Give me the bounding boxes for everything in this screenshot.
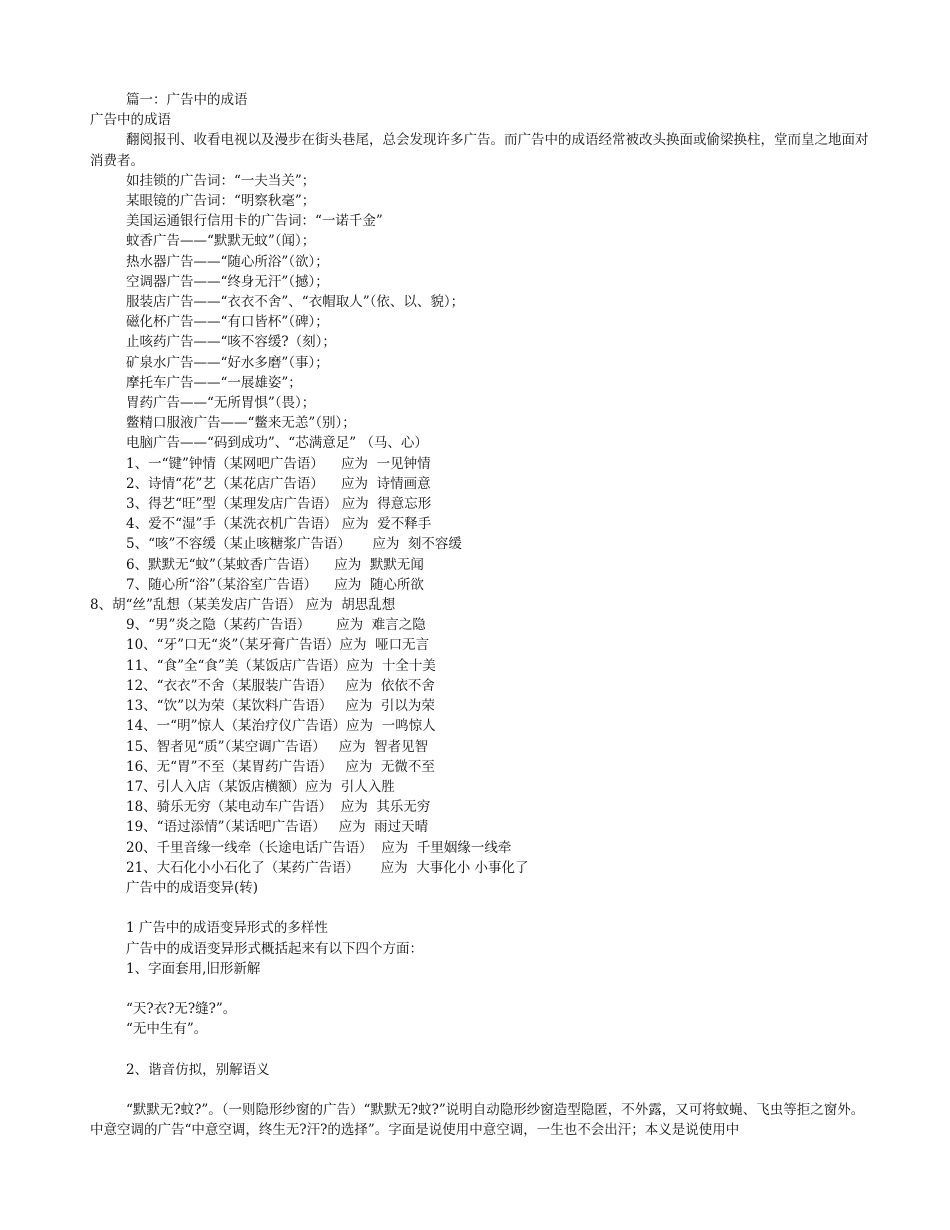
- document-title: 广告中的成语: [90, 112, 171, 129]
- item1-title: 1、字面套用,旧形新解: [126, 960, 261, 977]
- example-line: 鳖精口服液广告——“鳖来无恙”（别）；: [126, 415, 356, 432]
- example-line: 摩托车广告——“一展雄姿”；: [126, 374, 302, 391]
- example-line: 服装店广告——“衣衣不舍”、“衣帽取人”（依、以、貌）；: [126, 294, 465, 311]
- item2-title: 2、谐音仿拟，别解语义: [126, 1061, 270, 1078]
- numbered-item: 11、“食”全“食”美（某饭店广告语）应为 十全十美: [126, 657, 436, 674]
- section-heading: 篇一：广告中的成语: [126, 92, 248, 108]
- numbered-item: 7、随心所“浴”（某浴室广告语） 应为 随心所欲: [126, 576, 424, 593]
- intro-paragraph: 翻阅报刊、收看电视以及漫步在街头巷尾，总会发现许多广告。而广告中的成语经常被改头换面或偷梁换柱，堂而皇之地面对消费者。: [90, 132, 869, 169]
- numbered-item: 3、得艺“旺”型（某理发店广告语） 应为 得意忘形: [126, 496, 432, 513]
- numbered-item: 5、“咳”不容缓（某止咳糖浆广告语） 应为 刻不容缓: [126, 536, 462, 553]
- numbered-item: 14、一“明”惊人（某治疗仪广告语）应为 一鸣惊人: [126, 718, 436, 735]
- numbered-item: 2、诗情“花”艺（某花店广告语） 应为 诗情画意: [126, 475, 431, 492]
- numbered-item: 18、骑乐无穷（某电动车广告语） 应为 其乐无穷: [126, 799, 431, 816]
- example-line: 空调器广告——“终身无汗”（撼）；: [126, 273, 329, 290]
- numbered-item: 19、“语过添情”（某话吧广告语） 应为 雨过天晴: [126, 819, 429, 836]
- numbered-item: 13、“饮”以为荣（某饮料广告语） 应为 引以为荣: [126, 698, 435, 715]
- example-line: 止咳药广告——“咳不容缓?（刻）；: [126, 334, 336, 351]
- example-line: 热水器广告——“随心所浴”（欲）；: [126, 253, 329, 270]
- example-line: 磁化杯广告——“有口皆杯”（碑）；: [126, 314, 329, 331]
- example-line: 电脑广告——“码到成功”、“芯满意足” （马、心）: [126, 435, 428, 452]
- numbered-item: 10、“牙”口无“炎”（某牙膏广告语）应为 哑口无言: [126, 637, 430, 654]
- numbered-item: 20、千里音缘一线牵（长途电话广告语） 应为 千里姻缘一线牵: [126, 839, 512, 856]
- item1-line: “天?衣?无?缝?”。: [126, 1001, 237, 1018]
- variation-title: 广告中的成语变异(转): [126, 879, 259, 896]
- section1-title: 1 广告中的成语变异形式的多样性: [126, 920, 328, 937]
- example-line: 胃药广告——“无所胃惧”（畏）；: [126, 395, 316, 412]
- numbered-item: 21、大石化小小石化了（某药广告语） 应为 大事化小 小事化了: [126, 859, 529, 876]
- spacer: [90, 898, 880, 918]
- numbered-item: 9、“男”炎之隐（某药广告语） 应为 难言之隐: [126, 617, 426, 634]
- numbered-item: 4、爱不“湿”手（某洗衣机广告语） 应为 爱不释手: [126, 516, 432, 533]
- numbered-item: 16、无“胃”不至（某胃药广告语） 应为 无微不至: [126, 758, 435, 775]
- numbered-item: 6、默默无“蚊”（某蚊香广告语） 应为 默默无闻: [126, 556, 424, 573]
- section1-intro: 广告中的成语变异形式概括起来有以下四个方面：: [126, 940, 423, 957]
- numbered-item: 1、一“键”钟情（某网吧广告语） 应为 一见钟情: [126, 455, 431, 472]
- numbered-item: 8、胡“丝”乱想（某美发店广告语） 应为 胡思乱想: [90, 597, 396, 614]
- document-body: [90, 90, 880, 1141]
- example-line: 蚊香广告——“默默无蚊”（闻）；: [126, 233, 316, 250]
- numbered-item: 17、引人入店（某饭店横额）应为 引人入胜: [126, 778, 395, 795]
- example-line: 美国运通银行信用卡的广告词：“一诺千金”: [126, 213, 383, 230]
- numbered-item: 15、智者见“质”（某空调广告语） 应为 智者见智: [126, 738, 429, 755]
- spacer: [90, 1080, 880, 1100]
- numbered-list: [90, 454, 880, 878]
- numbered-item: 12、“衣衣”不舍（某服装广告语） 应为 依依不舍: [126, 677, 435, 694]
- spacer: [90, 979, 880, 999]
- examples-list: [90, 171, 880, 454]
- paragraph: “默默无?蚊?”。（一则隐形纱窗的广告）“默默无?蚊?”说明自动隐形纱窗造型隐匿，不外露，又可将蚊蝇、飞虫等拒之窗外。: [126, 1102, 865, 1119]
- spacer: [90, 1040, 880, 1060]
- example-line: 矿泉水广告——“好水多磨”（事）；: [126, 354, 329, 371]
- example-line: 如挂锁的广告词：“一夫当关”；: [126, 172, 316, 189]
- item1-line: “无中生有”。: [126, 1021, 208, 1038]
- example-line: 某眼镜的广告词：“明察秋毫”；: [126, 193, 316, 210]
- paragraph: 中意空调的广告“中意空调，终生无?汗?的选择”。字面是说使用中意空调，一生也不会出汗；本义是说使用中: [90, 1122, 740, 1139]
